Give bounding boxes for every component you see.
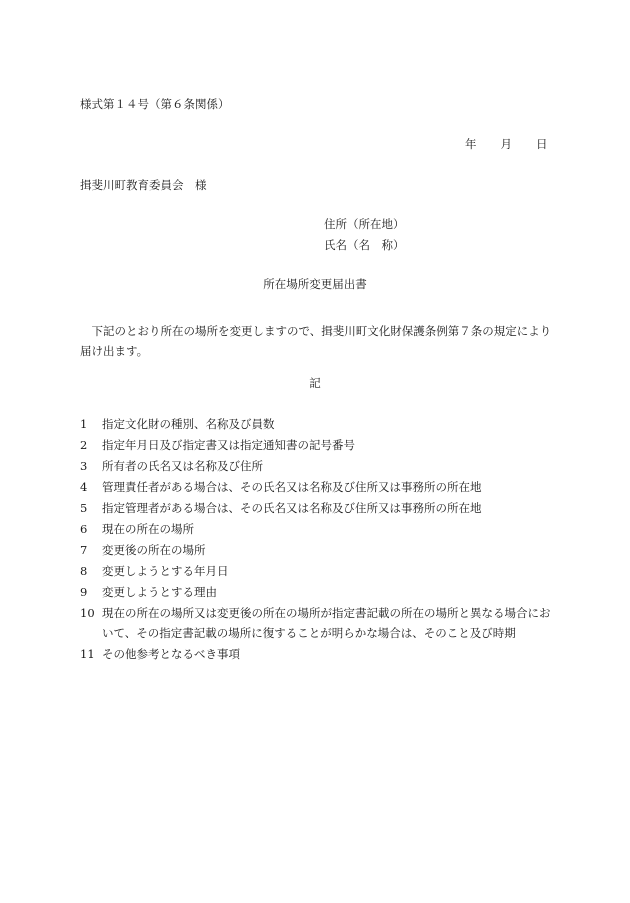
item-text: 所有者の氏名又は名称及び住所 xyxy=(102,459,263,473)
list-item xyxy=(80,565,560,586)
item-text: 指定年月日及び指定書又は指定通知書の記号番号 xyxy=(102,438,355,452)
item-number: 8 xyxy=(80,564,88,578)
item-text: 変更しようとする理由 xyxy=(102,585,217,599)
item-text: 変更しようとする年月日 xyxy=(102,564,229,578)
list-item xyxy=(80,481,560,502)
item-text: 現在の所在の場所 xyxy=(102,522,194,536)
item-number: 4 xyxy=(80,480,88,494)
ki-heading: 記 xyxy=(309,376,321,390)
list-item xyxy=(80,502,560,523)
body-text: 下記のとおり所在の場所を変更しますので、揖斐川町文化財保護条例第７条の規定により届け出ます。 xyxy=(80,324,552,358)
item-text: 管理責任者がある場合は、その氏名又は名称及び住所又は事務所の所在地 xyxy=(102,480,482,494)
form-number: 様式第１４号（第６条関係） xyxy=(80,97,230,111)
date-month-label: 月 xyxy=(500,137,512,151)
item-list xyxy=(80,418,560,669)
date-year-label: 年 xyxy=(465,137,477,151)
item-text: 指定管理者がある場合は、その氏名又は名称及び住所又は事務所の所在地 xyxy=(102,501,482,515)
document-title: 所在場所変更届出書 xyxy=(263,277,367,291)
item-text: 変更後の所在の場所 xyxy=(102,543,206,557)
applicant-address-label: 住所（所在地） xyxy=(324,217,405,231)
addressee: 揖斐川町教育委員会 様 xyxy=(80,178,207,192)
list-item xyxy=(80,523,560,544)
item-text: 現在の所在の場所又は変更後の所在の場所が指定書記載の所在の場所と異なる場合において、その指定書記載の場所に復することが明らかな場合は、そのこと及び時期 xyxy=(102,606,551,640)
item-text: 指定文化財の種別、名称及び員数 xyxy=(102,417,275,431)
item-number: 10 xyxy=(80,606,95,620)
item-number: 3 xyxy=(80,459,88,473)
date-line xyxy=(465,139,548,151)
item-text: その他参考となるべき事項 xyxy=(102,647,240,661)
item-number: 9 xyxy=(80,585,88,599)
list-item xyxy=(80,460,560,481)
item-number: 6 xyxy=(80,522,88,536)
list-item xyxy=(80,544,560,565)
list-item xyxy=(80,439,560,460)
list-item xyxy=(80,418,560,439)
item-number: 7 xyxy=(80,543,88,557)
date-day-label: 日 xyxy=(536,137,548,151)
item-number: 5 xyxy=(80,501,88,515)
applicant-name-label: 氏名（名 称） xyxy=(324,238,405,252)
item-number: 11 xyxy=(80,647,95,661)
list-item xyxy=(80,607,560,648)
item-number: 1 xyxy=(80,417,88,431)
item-number: 2 xyxy=(80,438,88,452)
list-item xyxy=(80,648,560,669)
